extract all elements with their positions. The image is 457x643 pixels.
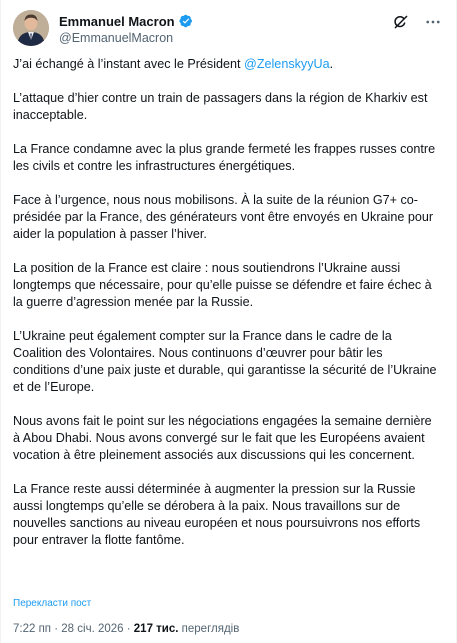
views-label: переглядів [178,623,240,635]
author-handle[interactable]: @EmmanuelMacron [59,31,174,45]
avatar[interactable] [13,10,49,46]
tweet-text [13,56,438,566]
translate-post-link[interactable]: Перекласти пост [13,598,92,609]
tweet-paragraph-4: Face à l’urgence, nous nous mobilisons. À la suite de la réunion G7+ co-présidée par la France, des générateurs vont être envoyés en Ukraine pour aider la population à passer l’hiver. [13,193,434,241]
grok-icon[interactable] [392,13,410,31]
author-block [59,12,193,45]
meta-separator-2: · [123,623,134,635]
tweet-paragraph-8: La France reste aussi déterminée à augmenter la pression sur la Russie aussi longtemps qu’elle se dérobera à la paix. Nous travaillons sur de nouvelles sanctions au niveau européen et nous poursuivrons nos efforts pour entraver la flotte fantôme. [13,482,421,547]
tweet-paragraph-3: La France condamne avec la plus grande fermeté les frappes russes contre les civils et contre les infrastructures énergétiques. [13,142,436,173]
tweet-paragraph-1-end: . [329,57,334,71]
verified-badge-icon [179,14,193,28]
tweet-time[interactable]: 7:22 пп [13,623,52,635]
tweet-paragraph-5: La position de la France est claire : nous soutiendrons l’Ukraine aussi longtemps que nécessaire, pour qu’elle puisse se défendre et faire échec à la guerre d’agression menée par la Russie. [13,261,432,309]
avatar-image [13,10,49,46]
tweet-paragraph-6: L’Ukraine peut également compter sur la France dans le cadre de la Coalition des Volontaires. Nous continuons d’œuvrer pour bâtir les conditions d’une paix juste et durable, qui garantisse la sécurité de l’Ukraine et de l’Europe. [13,329,437,394]
more-options-icon[interactable] [424,13,442,31]
tweet-paragraph-1 [13,56,438,73]
tweet-paragraph-7: Nous avons fait le point sur les négociations engagées la semaine dernière à Abou Dhabi. Nous avons convergé sur le fait que les Européens avaient vocation à être pleinement associés aux discussions qui les concernent. [13,414,432,462]
meta-separator: · [51,623,62,635]
author-display-name[interactable]: Emmanuel Macron [59,13,175,29]
mention-link[interactable]: @ZelenskyyUa [244,57,330,71]
tweet-paragraph-2: L’attaque d’hier contre un train de passagers dans la région de Kharkiv est inacceptable. [13,91,428,122]
tweet-date[interactable]: 28 січ. 2026 [61,623,124,635]
tweet-header [13,10,446,54]
author-name-row [59,12,193,30]
tweet-paragraph-1-text: J’ai échangé à l’instant avec le Président [13,57,245,71]
views-count: 217 тис. [133,623,179,635]
tweet-meta [13,623,239,635]
